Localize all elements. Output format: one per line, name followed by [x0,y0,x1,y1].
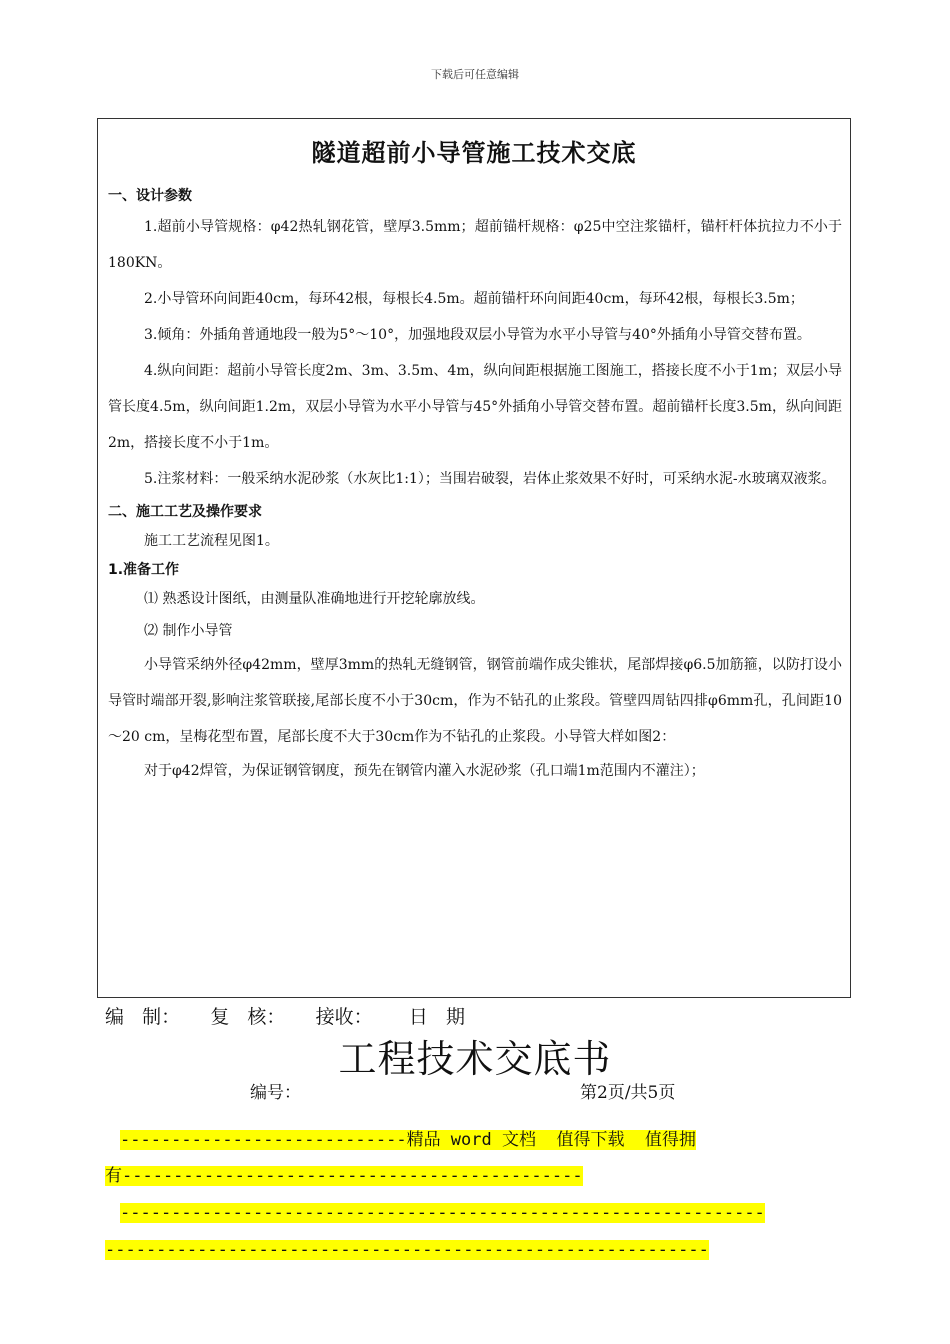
document-title: 隧道超前小导管施工技术交底 [311,138,637,167]
paragraph-angle: 3.倾角：外插角普通地段一般为5°～10°，加强地段双层小导管为水平小导管与40°外插角小导管交替布置。 [144,327,811,343]
watermark-line-3 [120,1201,765,1225]
subsection-preparation-title: 1.准备工作 [108,562,180,578]
paragraph-weld-pipe: 对于φ42焊管，为保证钢管钢度，预先在钢管内灌入水泥砂浆（孔口端1m范围内不灌注）； [144,763,705,779]
paragraph-grouting-material: 5.注浆材料：一般采纳水泥砂浆（水灰比1:1）；当围岩破裂，岩体止浆效果不好时，可采纳水泥-水玻璃双液浆。 [144,471,836,487]
paragraph-process-flow: 施工工艺流程见图1。 [144,533,279,549]
list-item-drawings: ⑴ 熟悉设计图纸，由测量队准确地进行开挖轮廓放线。 [144,591,485,607]
engineering-disclosure-title: 工程技术交底书 [338,1037,612,1081]
paragraph-spacing: 2.小导管环向间距40cm，每环42根，每根长4.5m。超前锚杆环向间距40cm，每环42根，每根长3.5m； [144,291,804,307]
disclosure-box [97,118,851,998]
watermark-line-4 [105,1238,709,1262]
paragraph-pipe-fabrication: 小导管采纳外径φ42mm，壁厚3mm的热轧无缝钢管，钢管前端作成尖锥状，尾部焊接φ6.5加筋箍，以防打设小导管时端部开裂,影响注浆管联接,尾部长度不小于30cm，作为不钻孔的止浆段。管壁四周钻四排φ6mm孔，孔间距10～20 cm，呈梅花型布置，尾部长度不大于30cm作为不钻孔的止浆段。小导管大样如图2： [108,657,842,745]
watermark-text-1: ----------------------------精品 word 文档 值得下载 值得拥 [120,1130,696,1150]
content-area [108,183,842,787]
signature-line: 编 制： 复 核： 接收： 日 期 [105,1006,465,1028]
watermark-line-1 [120,1128,696,1152]
page-indicator: 第2页/共5页 [580,1083,676,1103]
number-label: 编号： [250,1083,301,1103]
list-item-make-pipe: ⑵ 制作小导管 [144,623,233,639]
paragraph-pipe-spec: 1.超前小导管规格：φ42热轧钢花管，壁厚3.5mm；超前锚杆规格：φ25中空注浆锚杆，锚杆杆体抗拉力不小于180KN。 [108,219,842,271]
watermark-line-2 [105,1164,583,1188]
section-process-title: 二、施工工艺及操作要求 [108,504,262,520]
paragraph-longitudinal-spacing: 4.纵向间距：超前小导管长度2m、3m、3.5m、4m，纵向间距根据施工图施工，搭接长度不小于1m；双层小导管长度4.5m，纵向间距1.2m，双层小导管为水平小导管与45°外插角小导管交替布置。超前锚杆长度3.5m，纵向间距2m，搭接长度不小于1m。 [108,363,842,451]
header-note: 下载后可任意编辑 [431,68,519,81]
watermark-text-3: --------------------------------------------------------------- [120,1203,765,1223]
section-design-parameters-title: 一、设计参数 [108,188,192,204]
watermark-text-2: 有--------------------------------------------- [105,1166,583,1186]
watermark-text-4: ----------------------------------------------------------- [105,1240,709,1260]
